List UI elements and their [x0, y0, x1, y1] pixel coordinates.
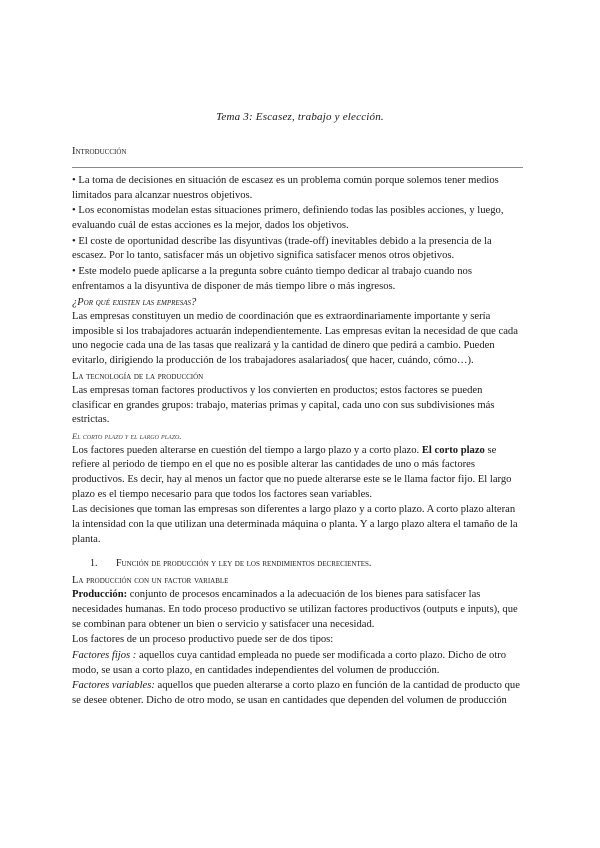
intro-heading: Introducción: [72, 146, 127, 157]
bullet-item: • La toma de decisiones en situación de escasez es un problema común porque solemos tener medios limitados para alcanzar nuestros objetivos.: [72, 175, 499, 201]
page-title: Tema 3: Escasez, trabajo y elección.: [216, 111, 384, 123]
numbered-heading: [90, 557, 522, 572]
plazo-text-b: se refiere al periodo de tiempo en el que no es posible alterar las cantidades de uno o más factores productivos. Es decir, hay al menos un factor que no puede alterarse este se le llama factor fijo. El largo plazo es el tiempo necesario para que todos los factores sean variables.: [72, 444, 512, 500]
paragraph-produccion: [72, 588, 522, 632]
paragraph-types: Los factores de un proceso productivo puede ser de dos tipos:: [72, 634, 334, 646]
section-heading-plazo: El corto plazo y el largo plazo.: [72, 431, 182, 442]
bullet-item: • Este modelo puede aplicarse a la pregunta sobre cuánto tiempo dedicar al trabajo cuando nos enfrentamos a la disyuntiva de disponer de más tiempo libre o más ingresos.: [72, 266, 472, 292]
bullet-item: • Los economistas modelan estas situaciones primero, definiendo todas las posibles acciones, y luego, evaluando cuál de estas acciones es la mejor, dados los objetivos.: [72, 205, 504, 231]
produccion-term: Producción:: [72, 589, 128, 601]
plazo-bold-term: El corto plazo: [421, 444, 485, 456]
variables-definition: aquellos que pueden alterarse a corto plazo en función de la cantidad de producto que se desee obtener. Dicho de otro modo, se usan en cantidades que dependen del volumen de producción: [72, 680, 520, 707]
section-heading-tecnologia: La tecnología de la producción: [72, 370, 204, 382]
paragraph-plazo-1: [72, 444, 522, 502]
bullet-item: • El coste de oportunidad describe las disyuntivas (trade-off) inevitables debido a la presencia de la escasez. Por lo tanto, satisfacer más un objetivo significa satisfacer menos otros objetivos.: [72, 235, 492, 262]
heading-underline: [72, 167, 523, 168]
numbered-heading-number: 1.: [90, 558, 98, 570]
document-body: [72, 174, 522, 710]
paragraph-fijos: [72, 649, 522, 678]
plazo-text-a: Los factores pueden alterarse en cuestión del tiempo a largo plazo y a corto plazo.: [72, 444, 422, 456]
fijos-term: Factores fijos :: [72, 650, 137, 662]
paragraph-variables: [72, 679, 522, 708]
fijos-definition: aquellos cuya cantidad empleada no puede ser modificada a corto plazo. Dicho de otro modo, se usan a corto plazo, en cantidades independientes del volumen de producción.: [72, 650, 507, 676]
numbered-heading-text: Función de producción y ley de los rendimientos decrecientes.: [116, 558, 372, 570]
paragraph-tecnologia: Las empresas toman factores productivos y los convierten en productos; estos factores se pueden clasificar en grandes grupos: trabajo, materias primas y capital, cada uno con sus subdivisiones más estrictas.: [72, 385, 495, 426]
produccion-definition: conjunto de procesos encaminados a la adecuación de los bienes para satisfacer las necesidades humanas. En todo proceso productivo se utilizan factores productivos (outputs e inputs), que se combinan para obtener un bien o servicio y satisfacer una necesidad.: [72, 589, 518, 630]
section-heading-empresas: ¿Por qué existen las empresas?: [72, 296, 197, 308]
section-heading-factor-variable: La producción con un factor variable: [72, 574, 229, 586]
paragraph-empresas: Las empresas constituyen un medio de coordinación que es extraordinariamente importante y sería imposible si los trabajadores actuarán independientemente. Las empresas evitan la necesidad de que cada uno negocie cada una de las tasas que realizará y la cantidad de dinero que pedirá a cambio. Pueden evitarlo, dirigiendo la producción de los trabajadores asalariados( que hacer, cuándo, cómo…).: [72, 311, 518, 366]
paragraph-plazo-2: Las decisiones que toman las empresas son diferentes a largo plazo y a corto plazo. A corto plazo alteran la intensidad con la que utilizan una determinada máquina o planta. Y a largo plazo altera el tamaño de la planta.: [72, 504, 518, 545]
variables-term: Factores variables:: [72, 680, 155, 692]
